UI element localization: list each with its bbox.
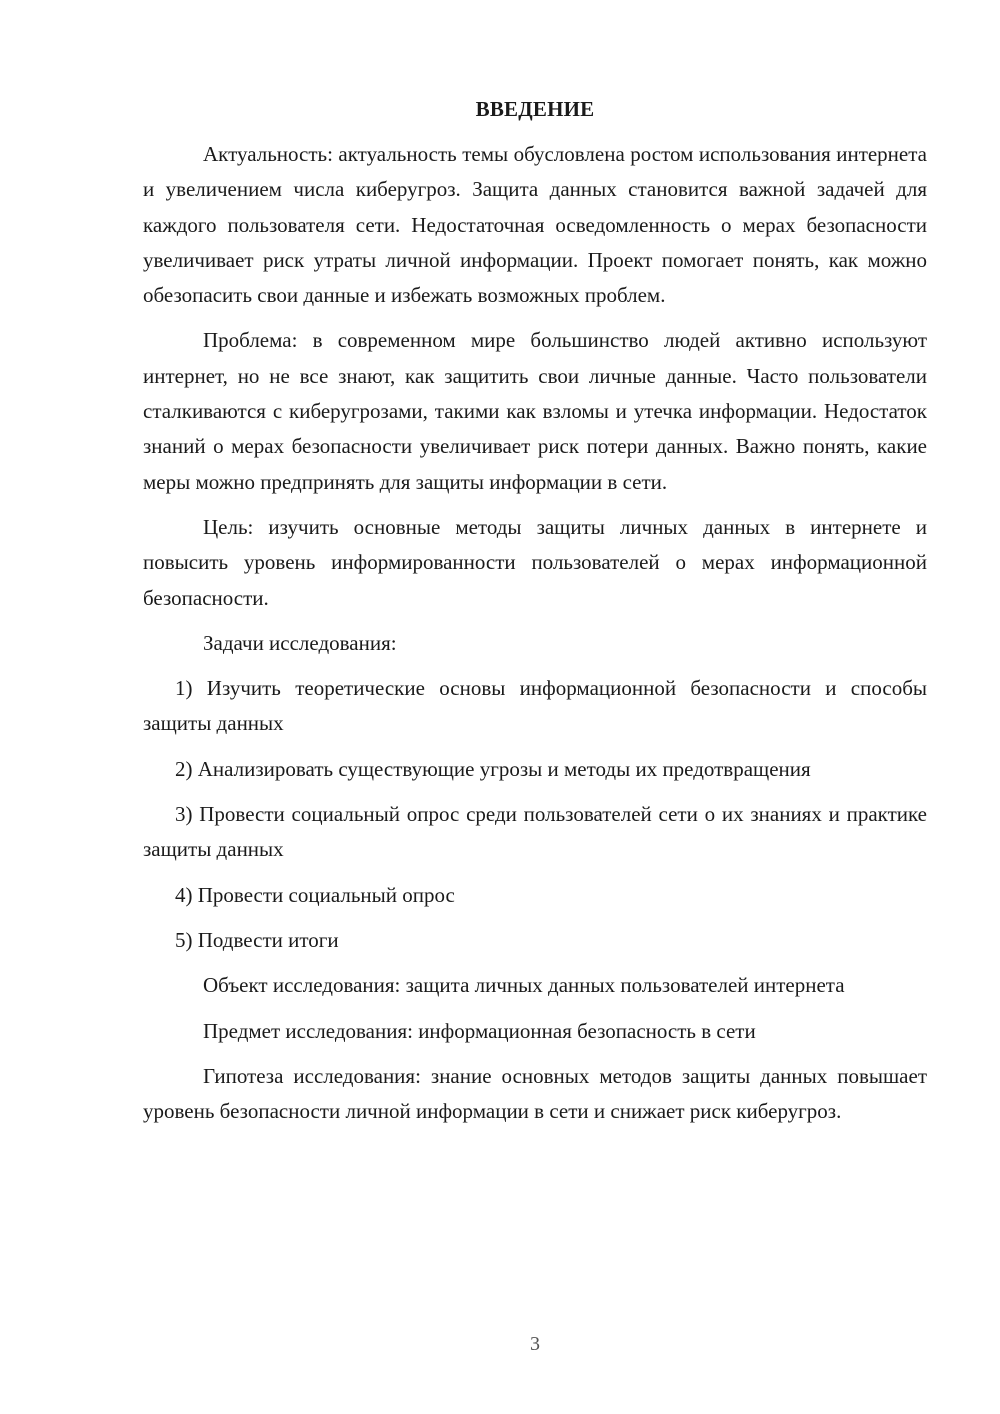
problem-paragraph: Проблема: в современном мире большинство людей активно используют интернет, но не все знают, как защитить свои личные данные. Часто пользователи сталкиваются с киберугрозами, такими как взломы и утечка информации. Недостаток знаний о мерах безопасности увеличивает риск потери данных. Важно понять, какие меры можно предпринять для защиты информации в сети. <box>143 328 927 494</box>
task-item-4: 4) Провести социальный опрос <box>175 882 455 907</box>
task-item-1: 1) Изучить теоретические основы информационной безопасности и способы защиты данных <box>143 676 927 736</box>
task-item-2: 2) Анализировать существующие угрозы и методы их предотвращения <box>175 756 811 781</box>
page-body <box>143 92 927 1139</box>
page-number: 3 <box>530 1333 540 1355</box>
task-item-3: 3) Провести социальный опрос среди пользователей сети о их знаниях и практике защиты данных <box>143 802 927 862</box>
tasks-heading: Задачи исследования: <box>203 630 397 655</box>
task-item-5: 5) Подвести итоги <box>175 927 339 952</box>
section-title: ВВЕДЕНИЕ <box>475 97 595 121</box>
goal-paragraph: Цель: изучить основные методы защиты личных данных в интернете и повысить уровень информированности пользователей о мерах информационной безопасности. <box>143 514 927 610</box>
relevance-paragraph: Актуальность: актуальность темы обусловлена ростом использования интернета и увеличением числа киберугроз. Защита данных становится важной задачей для каждого пользователя сети. Недостаточная осведомленность о мерах безопасности увеличивает риск утраты личной информации. Проект помогает понять, как можно обезопасить свои данные и избежать возможных проблем. <box>143 142 927 308</box>
subject-paragraph: Предмет исследования: информационная безопасность в сети <box>203 1018 756 1043</box>
object-paragraph: Объект исследования: защита личных данных пользователей интернета <box>203 973 845 998</box>
hypothesis-paragraph: Гипотеза исследования: знание основных методов защиты данных повышает уровень безопасности личной информации в сети и снижает риск киберугроз. <box>143 1063 927 1124</box>
